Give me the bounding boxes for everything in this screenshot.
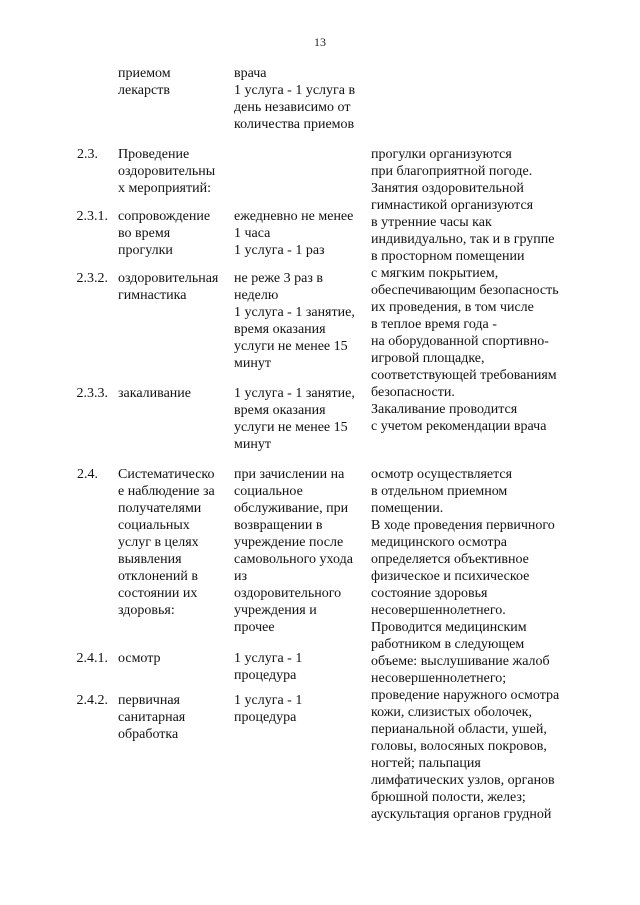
standard-cell: ежедневно не менее 1 часа 1 услуга - 1 раз [234,209,354,258]
standard-cell: 1 услуга - 1 занятие, время оказания услуги не менее 15 минут [234,386,355,452]
row-number: 2.4.1. [76,651,108,666]
row-number: 2.4. [77,467,98,482]
service-cell: закаливание [118,386,191,401]
service-cell: приемом лекарств [118,66,171,98]
service-cell: сопровождение во время прогулки [118,209,211,258]
row-number: 2.3. [77,147,98,162]
row-number: 2.3.2. [76,271,108,286]
page-number: 13 [314,35,326,49]
standard-cell: не реже 3 раз в неделю 1 услуга - 1 занятие, время оказания услуги не менее 15 минут [234,271,355,371]
service-cell: оздоровительная гимнастика [118,271,219,303]
description-block: осмотр осуществляется в отдельном приемном помещении. В ходе проведения первичного медицинского осмотра определяется объективное физическое и психическое состояние здоровья несовершеннолетнего. Проводится медицинским работником в следующем объеме: выслушивание жалоб несовершеннолетнего; проведение наружного осмотра кожи, слизистых оболочек, перианальной области, ушей, головы, волосяных покровов, ногтей; пальпация лимфатических узлов, органов брюшной полости, желез; аускультация органов грудной [371,467,560,822]
standard-cell: при зачислении на социальное обслуживание, при возвращении в учреждение после самовольного ухода из оздоровительного учреждения и прочее [234,467,353,635]
description-block: прогулки организуются при благоприятной погоде. Занятия оздоровительной гимнастикой организуются в утренние часы как индивидуально, так и в группе в просторном помещении с мягким покрытием, обеспечивающим безопасность их проведения, в том числе в теплое время года - на оборудованной спортивно- игровой площадке, соответствующей требованиям безопасности. Закаливание проводится с учетом рекомендации врача [371,147,559,434]
standard-cell: 1 услуга - 1 процедура [234,693,303,725]
service-cell: Систематическо е наблюдение за получателями социальных услуг в целях выявления отклонений в состоянии их здоровья: [118,467,215,618]
row-number: 2.3.3. [76,386,108,401]
row-number: 2.4.2. [76,693,108,708]
row-number: 2.3.1. [76,209,108,224]
service-cell: Проведение оздоровительны х мероприятий: [118,147,216,196]
standard-cell: 1 услуга - 1 процедура [234,651,303,683]
service-cell: первичная санитарная обработка [118,693,186,742]
standard-cell: врача 1 услуга - 1 услуга в день независимо от количества приемов [234,66,356,132]
service-cell: осмотр [118,651,161,666]
